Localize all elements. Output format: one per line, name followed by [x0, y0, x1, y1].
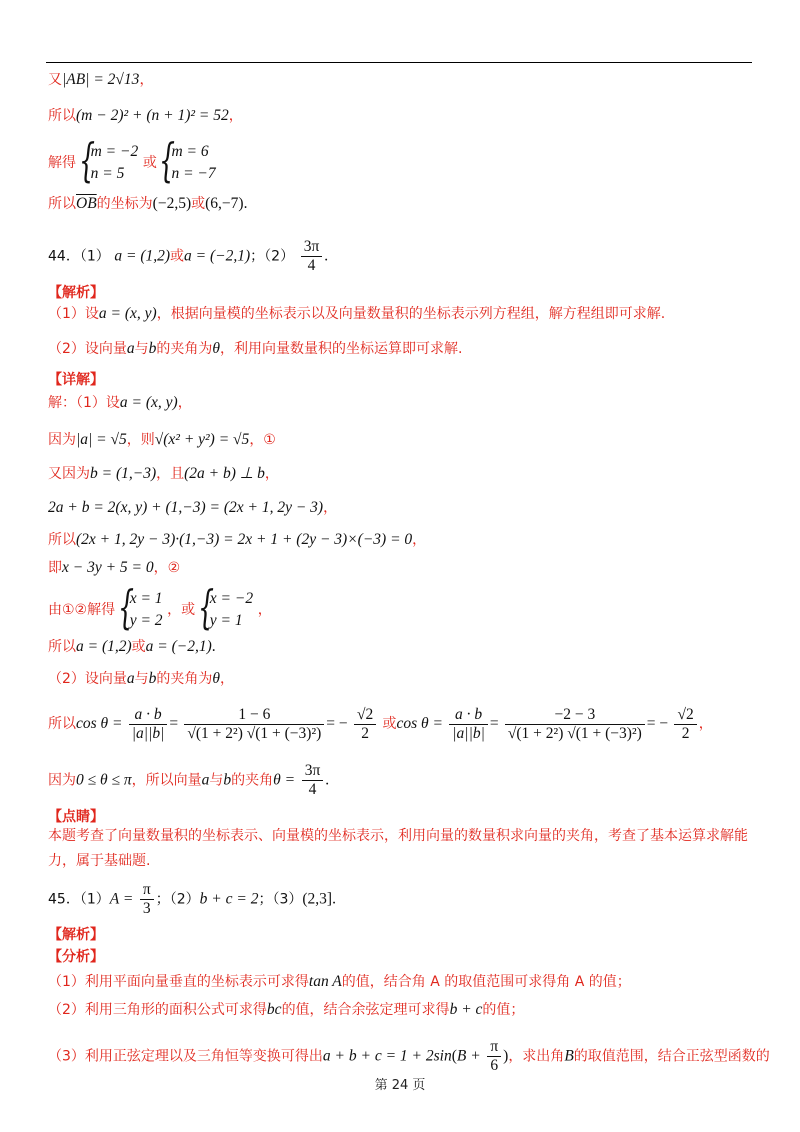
text: 所以 [48, 532, 76, 548]
vector-b: b [148, 670, 157, 687]
vector-ob: $\overline{OB}$ [76, 195, 97, 212]
detail-3 [48, 464, 279, 484]
q44-answer-line [48, 238, 328, 275]
line-ab-length [48, 70, 153, 90]
fraction-pi-6: $\frac{\pi}{6}$ [487, 1038, 501, 1075]
vector-a: a [126, 340, 135, 357]
heading-fenxi: 【分析】 [48, 949, 104, 965]
detail-11 [48, 762, 329, 799]
text: 因为 [48, 432, 76, 448]
math: a = (1,2) [76, 638, 132, 655]
detail-4 [48, 498, 337, 518]
text: ，所以向量 [131, 772, 202, 789]
heading-jiexi: 【解析】 [48, 285, 104, 301]
text: （2）设向量 [48, 671, 127, 687]
heading-xiangjie: 【详解】 [48, 372, 104, 388]
text: ，则 [126, 432, 155, 448]
text: （1）利用平面向量垂直的坐标表示可求得 [48, 974, 309, 990]
math: A = [109, 890, 134, 908]
text: . [211, 638, 216, 655]
text: 的夹角 [231, 772, 274, 789]
math: |a| = √5 [76, 431, 127, 448]
fenxi-1 [48, 972, 631, 992]
text: 所以 [48, 196, 76, 212]
math: (2x + 1, 2y − 3)·(1,−3) = 2x + 1 + (2y − 3)×(−3) = 0 [76, 531, 413, 548]
math: a + b + c = 1 + 2sin [322, 1047, 452, 1065]
math: (2a + b) ⊥ b [184, 465, 265, 482]
text: （2） [264, 248, 295, 265]
fraction: $\frac{1 - 6}{\text{√(1 + 2²) √(1 + (−3)²)}}$ [184, 706, 324, 743]
text: 与 [134, 671, 149, 687]
text: （1） [79, 248, 110, 265]
math: ( [451, 1047, 457, 1065]
text: ， [698, 716, 713, 732]
text: 又因为 [48, 466, 90, 482]
math: cos θ = [76, 715, 123, 732]
text: ； [258, 891, 273, 908]
math: = − [646, 715, 669, 732]
math: ) [503, 1047, 509, 1065]
text: 或 [382, 716, 397, 732]
text: （2）设向量 [48, 341, 127, 357]
math: a = (−2,1) [145, 638, 212, 655]
math: a = (x, y) [98, 305, 157, 322]
math: |AB| = 2√13 [62, 71, 140, 88]
system-1: { x = 1 y = 2 [120, 588, 163, 632]
math: (−2,5) [152, 195, 192, 212]
math: x − 3y + 5 = 0 [62, 559, 154, 576]
text: 与 [209, 772, 224, 789]
analysis-1 [48, 304, 665, 324]
math: B [564, 1047, 574, 1065]
system-2: { x = −2 y = 1 [200, 588, 253, 632]
analysis-2 [48, 339, 463, 359]
detail-6 [48, 558, 180, 578]
math: 0 ≤ θ ≤ π [76, 771, 132, 789]
q45-answer-line [48, 881, 336, 918]
text: ，② [153, 560, 181, 576]
math: = [169, 715, 179, 732]
text: ， [257, 602, 272, 618]
math: a = (1,2) [114, 247, 171, 265]
text: ，根据向量模的坐标表示以及向量数量积的坐标表示列方程组，解方程组即可求解. [156, 306, 666, 322]
vector-b: b [223, 771, 232, 789]
detail-5 [48, 530, 426, 550]
math: b + c = 2 [199, 890, 259, 908]
math: θ = [273, 771, 296, 789]
text: 解得 [48, 155, 76, 171]
math: θ [212, 340, 221, 357]
text: ； [250, 248, 265, 265]
text: ， [139, 72, 154, 88]
fraction: $\frac{√2}{2}$ [354, 706, 376, 743]
math: θ [212, 670, 221, 687]
page-footer: 第 24 页 [374, 1078, 426, 1093]
fraction-3pi-4: $\frac{3\pi}{4}$ [301, 238, 323, 275]
detail-7 [48, 588, 272, 632]
text: ，利用向量数量积的坐标运算即可求解. [220, 341, 463, 357]
vector-a: a [126, 670, 135, 687]
text: 或 [142, 155, 157, 171]
text: （1）设 [48, 306, 99, 322]
text: 由①②解得 [48, 602, 116, 618]
text: ， [412, 532, 427, 548]
text: ； [155, 891, 170, 908]
math: (2,3] [302, 890, 333, 908]
heading-dianjing: 【点睛】 [48, 809, 104, 825]
math: 2a + b = 2(x, y) + (1,−3) = (2x + 1, 2y − 3) [48, 499, 324, 516]
math: a = (x, y) [119, 394, 178, 411]
text: （1） [79, 891, 110, 908]
math: √(x² + y²) = √5 [154, 431, 250, 448]
detail-8 [48, 637, 216, 657]
text: 的夹角为 [156, 341, 213, 357]
fraction: $\frac{a \cdot b}{|a||b|}$ [449, 706, 488, 743]
line-ob-coords [48, 194, 247, 214]
text: 的坐标为 [96, 196, 153, 212]
text: . [324, 247, 329, 265]
text: ，且 [156, 466, 185, 482]
fraction-3pi-4: $\frac{3\pi}{4}$ [302, 762, 324, 799]
text: （2） [169, 891, 200, 908]
text: ， [228, 108, 243, 124]
text: 与 [134, 341, 149, 357]
text: 又 [48, 72, 62, 88]
dianjing-text: 本题考查了向量数量积的坐标表示、向量模的坐标表示，利用向量的数量积求向量的夹角，考查了基本运算求解能力，属于基础题. [48, 828, 748, 869]
math: bc [266, 1001, 282, 1018]
fraction: $\frac{√2}{2}$ [674, 706, 696, 743]
fraction: $\frac{-2 - 3}{\text{√(1 + 2²) √(1 + (−3)²)}}$ [505, 706, 645, 743]
math: tan A [308, 973, 342, 990]
vector-a: a [201, 771, 210, 789]
math: B + [456, 1047, 481, 1065]
text: 的值，结合角 A 的取值范围可求得角 A 的值； [341, 974, 631, 990]
text: 的取值范围，结合正弦型函数的 [573, 1048, 770, 1065]
fenxi-3 [48, 1038, 770, 1075]
text: ， [323, 500, 338, 516]
detail-9 [48, 669, 234, 689]
text: （3） [272, 891, 303, 908]
question-number: 44． [48, 248, 80, 265]
text: 因为 [48, 772, 76, 789]
line-solve-system [48, 141, 216, 185]
text: ， [264, 466, 279, 482]
text: ， [177, 395, 192, 411]
text: （3）利用正弦定理以及三角恒等变换可得出 [48, 1048, 323, 1065]
text: ， [220, 671, 235, 687]
text: ，求出角 [508, 1048, 565, 1065]
text: ，① [249, 432, 276, 448]
text: 所以 [48, 108, 76, 124]
math: b = (1,−3) [90, 465, 157, 482]
text: 的值，结合余弦定理可求得 [281, 1002, 450, 1018]
heading-jiexi-45: 【解析】 [48, 927, 104, 943]
math: (m − 2)² + (n + 1)² = 52 [76, 107, 229, 124]
vector-b: b [148, 340, 157, 357]
detail-2 [48, 430, 276, 450]
question-number: 45． [48, 891, 80, 908]
fraction-pi-3: $\frac{\pi}{3}$ [140, 881, 154, 918]
header-rule [46, 62, 752, 63]
fraction: $\frac{a \cdot b}{|a||b|}$ [129, 706, 168, 743]
math: (6,−7) [205, 195, 244, 212]
text: 或 [170, 248, 185, 265]
text: 解：（1）设 [48, 395, 120, 411]
math: a = (−2,1) [184, 247, 251, 265]
text: （2）利用三角形的面积公式可求得 [48, 1002, 267, 1018]
text: ，或 [167, 602, 196, 618]
fenxi-2 [48, 1000, 524, 1020]
text: 所以 [48, 639, 76, 655]
text: . [243, 195, 248, 212]
text: 即 [48, 560, 62, 576]
text: 的值； [482, 1002, 525, 1018]
system-2: { m = 6 n = −7 [161, 141, 215, 185]
detail-1 [48, 393, 192, 413]
text: 所以 [48, 716, 76, 732]
text: 或 [131, 639, 146, 655]
math: = [489, 715, 499, 732]
math: b + c [449, 1001, 483, 1018]
math: = − [326, 715, 348, 732]
line-equation [48, 106, 243, 126]
math: cos θ = [396, 715, 443, 732]
text: 的夹角为 [156, 671, 213, 687]
text: 或 [191, 196, 206, 212]
detail-10-cos [48, 706, 713, 743]
text: . [332, 890, 336, 908]
system-1: { m = −2 n = 5 [81, 141, 139, 185]
text: . [325, 771, 330, 789]
